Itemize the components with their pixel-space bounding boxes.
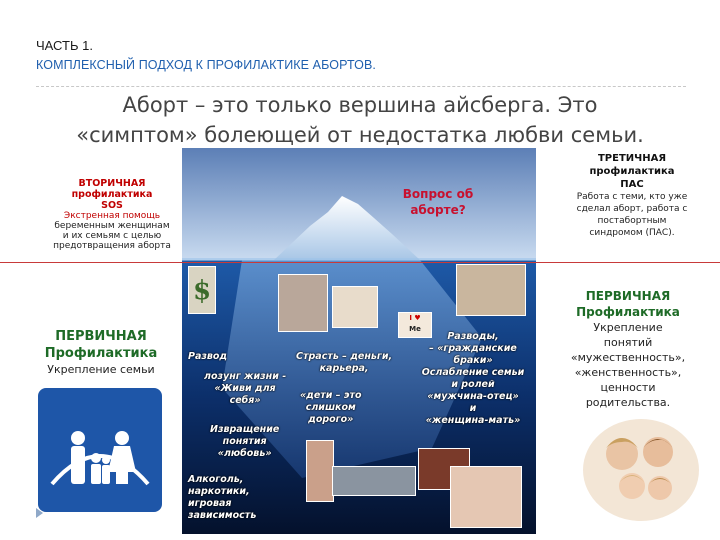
alcohol-line2: наркотики, (188, 486, 250, 497)
distortion-line2: понятия (222, 436, 267, 447)
question-line2: аборте? (410, 203, 466, 217)
primary-right-line5: ценности (600, 381, 656, 394)
slogan-line2: «Живи для (214, 383, 276, 394)
car-photo (332, 466, 416, 496)
label-kids-expensive (300, 390, 361, 426)
alcohol-line3: игровая (188, 498, 232, 509)
baby-money-photo (332, 286, 378, 328)
primary-right-heading2: Профилактика (576, 305, 680, 319)
label-slogan (204, 371, 286, 407)
slogan-line1: лозунг жизни - (204, 371, 287, 382)
secondary-line2: беременным женщинам (54, 221, 170, 231)
passion-line1: Страсть – деньги, (296, 351, 393, 362)
slogan-line3: себя» (229, 395, 261, 406)
main-title-line1: Аборт – это только вершина айсберга. Это (122, 93, 598, 117)
slide-nav-arrow-icon[interactable] (36, 508, 43, 518)
primary-right-line3: «мужественность», (570, 351, 686, 364)
crying-child-photo (450, 466, 522, 528)
family-sign-icon (38, 388, 162, 512)
secondary-heading3: SOS (101, 200, 123, 211)
distortion-line1: Извращение (210, 424, 280, 435)
secondary-heading2: профилактика (71, 189, 153, 200)
secondary-line1: Экстренная помощь (63, 211, 161, 221)
alcohol-line4: зависимость (188, 510, 257, 521)
alcohol-line1: Алкоголь, (188, 474, 244, 485)
primary-left-heading2: Профилактика (44, 346, 158, 361)
tertiary-line1: Работа с теми, кто уже (576, 192, 688, 202)
header-part: ЧАСТЬ 1. (36, 38, 93, 53)
tertiary-prevention (558, 152, 706, 239)
main-title (20, 90, 700, 150)
header-subtitle: КОМПЛЕКСНЫЙ ПОДХОД К ПРОФИЛАКТИКЕ АБОРТОВ. (36, 58, 376, 72)
primary-left-text: Укрепление семьи (47, 363, 155, 376)
right-line3: браки» (453, 355, 493, 366)
tertiary-heading1: ТРЕТИЧНАЯ (597, 153, 667, 164)
money-photo (188, 266, 216, 314)
primary-right-line4: «женственность», (574, 366, 682, 379)
right-line5: и ролей (451, 379, 495, 390)
kids-line1: «дети – это (300, 390, 362, 401)
distortion-line3: «любовь» (217, 448, 272, 459)
right-line6: «мужчина-отец» (427, 391, 519, 402)
abortion-question (378, 186, 498, 218)
label-family-weakening (412, 331, 534, 427)
iceberg-picture (182, 148, 536, 534)
primary-right-line1: Укрепление (593, 321, 663, 334)
right-line7: и (469, 403, 477, 414)
couple-photo (278, 274, 328, 332)
kids-line3: дорого» (308, 414, 354, 425)
label-alcohol (188, 474, 256, 522)
tertiary-line3: постабортным (597, 216, 667, 226)
dollar-icon: $ (192, 276, 212, 306)
primary-right-line6: родительства. (585, 396, 671, 409)
woman-photo (306, 440, 334, 502)
question-line1: Вопрос об (402, 187, 474, 201)
primary-prevention-right (548, 288, 708, 410)
kids-line2: слишком (305, 402, 356, 413)
primary-right-line2: понятий (603, 336, 653, 349)
waterline (182, 258, 536, 261)
quarrel-photo (456, 264, 526, 316)
family-photo (582, 418, 700, 522)
passion-line2: карьера, (319, 363, 369, 374)
primary-left-heading1: ПЕРВИЧНАЯ (55, 329, 147, 344)
right-line2: – «гражданские (429, 343, 517, 354)
right-line1: Разводы, (447, 331, 499, 342)
label-passion (296, 351, 392, 375)
tertiary-line4: синдромом (ПАС). (589, 228, 675, 238)
right-line8: «женщина-мать» (425, 415, 521, 426)
tertiary-line2: сделал аборт, работа с (576, 204, 688, 214)
header-divider (36, 86, 686, 87)
primary-prevention-left (22, 328, 180, 377)
label-divorce: Развод (188, 351, 228, 362)
tertiary-heading3: ПАС (620, 179, 644, 190)
secondary-heading1: ВТОРИЧНАЯ (78, 178, 146, 189)
love-me-line2: Me (409, 325, 421, 333)
main-title-line2: «симптом» болеющей от недостатка любви семьи. (76, 123, 644, 147)
red-divider-line (0, 262, 720, 263)
tertiary-heading2: профилактика (589, 166, 675, 177)
right-line4: Ослабление семьи (421, 367, 525, 378)
secondary-line4: предотвращения аборта (53, 241, 171, 251)
label-distortion (210, 424, 279, 460)
love-me-line1: I ♥ (409, 314, 421, 322)
primary-right-heading1: ПЕРВИЧНАЯ (585, 289, 671, 303)
secondary-line3: и их семьям с целью (62, 231, 162, 241)
secondary-prevention (38, 178, 186, 251)
